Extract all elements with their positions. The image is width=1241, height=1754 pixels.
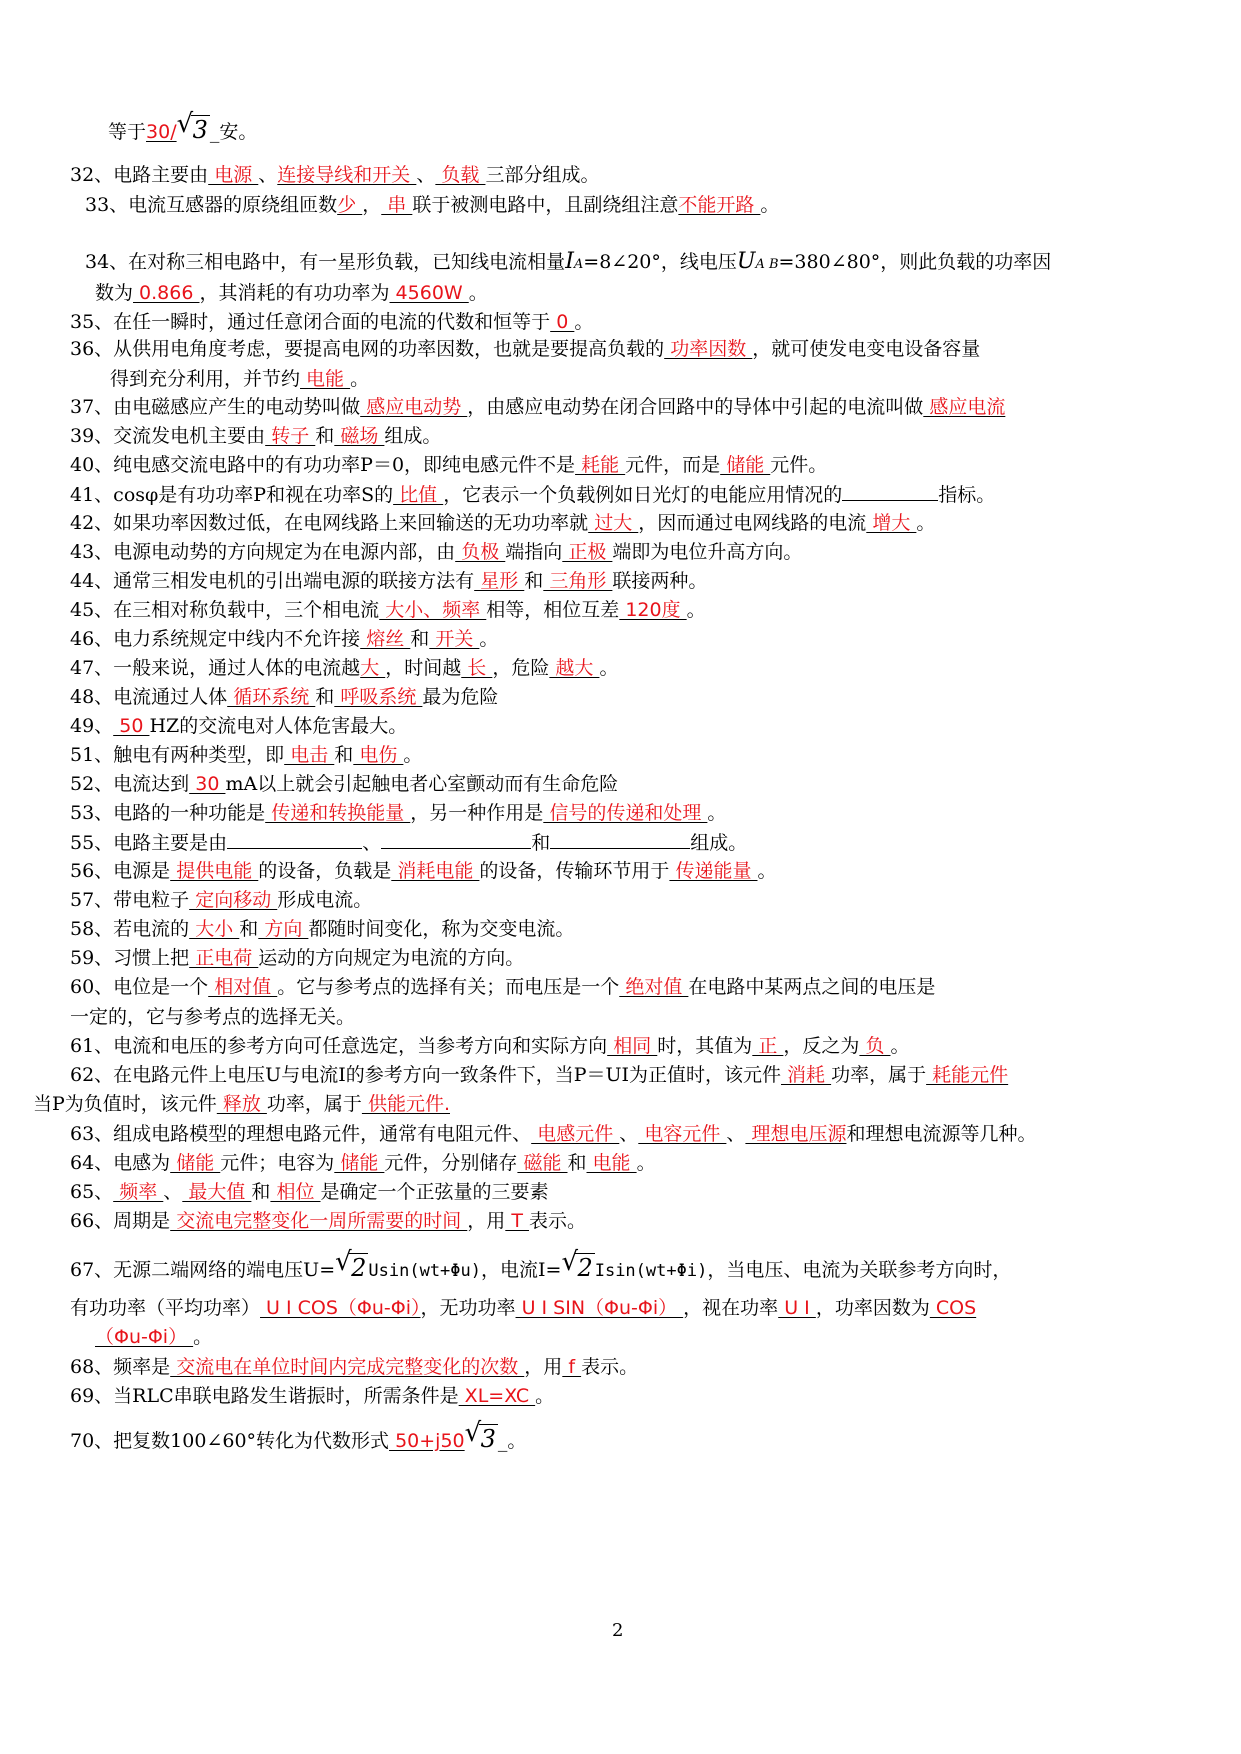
question-line — [70, 482, 995, 507]
question-text: ，用 — [524, 1356, 563, 1378]
question-line — [70, 1180, 549, 1204]
answer-blank: 电源 — [208, 164, 259, 186]
answer-blank: 比值 — [393, 484, 444, 506]
answer-blank: 少 — [337, 194, 363, 216]
question-text: 都随时间变化，称为交变电流。 — [308, 918, 575, 940]
answer-blank: （Φu-Φi） — [95, 1326, 194, 1348]
question-text: 47、一般来说，通过人体的电流越 — [70, 657, 361, 679]
question-text: 67、无源二端网络的端电压U= — [70, 1259, 336, 1281]
question-line — [70, 1418, 527, 1453]
answer-blank: 大小 — [189, 918, 240, 940]
question-line — [70, 772, 618, 796]
answer-blank: 电伤 — [353, 744, 404, 766]
question-text: 的设备，负载是 — [258, 860, 392, 882]
answer-blank: 大小、频率 — [379, 599, 487, 621]
answer-blank: 感应电流 — [923, 396, 1006, 418]
answer-blank: 信号的传递和处理 — [543, 802, 708, 824]
answer-blank: XL=XC — [458, 1385, 536, 1407]
question-text: 64、电感为 — [70, 1152, 171, 1174]
question-text: 70、把复数100∠60°转化为代数形式 — [70, 1430, 390, 1452]
question-text: 端指向 — [505, 541, 563, 563]
question-text: ，就可使发电变电设备容量 — [752, 338, 981, 360]
answer-blank: 0.866 — [133, 282, 200, 304]
question-text: 当P为负值时，该元件 — [33, 1093, 217, 1115]
question-text: 和 — [315, 686, 335, 708]
answer-blank: 负极 — [455, 541, 506, 563]
question-line — [95, 281, 488, 305]
question-line — [108, 109, 258, 144]
answer-blank: 越大 — [549, 657, 600, 679]
answer-blank: 增大 — [866, 512, 917, 534]
answer-blank: 负 — [859, 1035, 891, 1057]
answer-blank: 正 — [752, 1035, 784, 1057]
question-text: 46、电力系统规定中线内不允许接 — [70, 628, 361, 650]
question-text: 69、当RLC串联电路发生谐振时，所需条件是 — [70, 1385, 459, 1407]
answer-blank: 提供电能 — [170, 860, 259, 882]
question-line — [70, 743, 422, 767]
question-text: 和 — [334, 744, 354, 766]
phasor-symbol: UA B — [736, 249, 779, 274]
answer-blank: 交流电在单位时间内完成完整变化的次数 — [170, 1356, 525, 1378]
question-text: 运动的方向规定为电流的方向。 — [258, 947, 525, 969]
answer-blank: 50+j50 — [389, 1430, 465, 1452]
question-text: 时，其值为 — [657, 1035, 753, 1057]
question-line — [70, 830, 747, 855]
sqrt-symbol: √ 2 — [335, 1247, 367, 1282]
answer-blank: 30/ — [146, 121, 177, 143]
question-line — [110, 367, 369, 391]
question-text: =8∠20°，线电压 — [583, 251, 737, 273]
question-text: 。 — [535, 1385, 555, 1407]
question-text: 、 — [258, 164, 278, 186]
question-line — [95, 1325, 212, 1349]
answer-blank: 耗能 — [575, 454, 626, 476]
question-text: 功率，属于 — [831, 1064, 927, 1086]
answer-blank: 正电荷 — [189, 947, 259, 969]
question-text: 得到充分利用，并节约 — [110, 368, 301, 390]
question-text: 57、带电粒子 — [70, 889, 190, 911]
question-line — [70, 569, 707, 593]
question-text: 。 — [403, 744, 423, 766]
question-line — [85, 250, 1051, 277]
question-text: 表示。 — [581, 1356, 639, 1378]
question-text: 相等，相位互差 — [486, 599, 620, 621]
question-text: 40、纯电感交流电路中的有功功率P＝0，即纯电感元件不是 — [70, 454, 576, 476]
question-line — [70, 1247, 1012, 1283]
question-line — [70, 946, 524, 970]
answer-blank: 供能元件. — [361, 1093, 450, 1115]
question-text: 、 — [362, 832, 382, 854]
phasor-symbol: IA — [565, 249, 584, 274]
answer-blank: 0 — [550, 311, 575, 333]
question-line — [70, 310, 593, 334]
answer-blank: 不能开路 — [678, 194, 761, 216]
question-text: 59、习惯上把 — [70, 947, 190, 969]
question-text: 49、 — [70, 715, 114, 737]
question-text: 。 — [707, 802, 727, 824]
question-text: ， — [362, 194, 382, 216]
question-text: 。 — [479, 628, 499, 650]
question-text: ，当电压、电流为关联参考方向时， — [707, 1259, 1012, 1281]
question-text: 有功功率（平均功率） — [70, 1297, 261, 1319]
answer-blank: U I SIN（Φu-Φi） — [515, 1297, 684, 1319]
question-text: ，因而通过电网线路的电流 — [638, 512, 867, 534]
question-text: 。 — [599, 657, 619, 679]
sqrt-symbol: √ 3 — [176, 109, 208, 144]
question-text: ，功率因数为 — [815, 1297, 930, 1319]
question-text: ，由感应电动势在闭合回路中的导体中引起的电流叫做 — [467, 396, 924, 418]
answer-blank: 电感元件 — [531, 1123, 620, 1145]
question-line — [70, 1384, 554, 1408]
formula-text: Isin(wt+Φi) — [594, 1261, 708, 1281]
answer-blank: 星形 — [474, 570, 525, 592]
answer-blank: 交流电完整变化一周所需要的时间 — [170, 1210, 468, 1232]
question-text: 42、如果功率因数过低，在电网线路上来回输送的无功功率就 — [70, 512, 589, 534]
empty-blank — [842, 482, 938, 501]
question-text: 61、电流和电压的参考方向可任意选定，当参考方向和实际方向 — [70, 1035, 608, 1057]
question-text: 、 — [163, 1181, 183, 1203]
answer-blank: COS — [929, 1297, 977, 1319]
answer-blank: 功率因数 — [664, 338, 753, 360]
question-line — [70, 656, 618, 680]
question-text: 组成。 — [690, 832, 748, 854]
answer-blank: 储能 — [170, 1152, 221, 1174]
answer-blank: 磁能 — [517, 1152, 568, 1174]
question-text: ，其消耗的有功功率为 — [199, 282, 390, 304]
empty-blank — [381, 830, 531, 849]
question-text: 联接两种。 — [612, 570, 708, 592]
answer-blank: 磁场 — [334, 425, 385, 447]
question-line — [70, 1209, 586, 1233]
question-text: 。 — [636, 1152, 656, 1174]
question-line — [33, 1092, 450, 1116]
question-text: 62、在电路元件上电压U与电流I的参考方向一致条件下，当P＝UI为正值时，该元件 — [70, 1064, 781, 1086]
question-line — [70, 1005, 355, 1029]
answer-blank: 过大 — [588, 512, 639, 534]
answer-blank: 长 — [461, 657, 493, 679]
answer-blank: 耗能元件 — [926, 1064, 1009, 1086]
answer-blank: 释放 — [216, 1093, 267, 1115]
question-text: _。 — [497, 1430, 527, 1452]
question-line — [70, 975, 935, 999]
answer-blank: 串 — [381, 194, 413, 216]
answer-blank: 最大值 — [182, 1181, 252, 1203]
question-text: 和 — [315, 425, 335, 447]
answer-blank: 循环系统 — [227, 686, 316, 708]
answer-blank: 4560W — [389, 282, 469, 304]
question-text: 联于被测电路中，且副绕组注意 — [412, 194, 679, 216]
answer-blank: 三角形 — [543, 570, 613, 592]
question-line — [70, 859, 777, 883]
question-text: 58、若电流的 — [70, 918, 190, 940]
question-text: 36、从供用电角度考虑，要提高电网的功率因数，也就是要提高负载的 — [70, 338, 665, 360]
question-text: 。 — [916, 512, 936, 534]
question-text: 32、电路主要由 — [70, 164, 209, 186]
question-text: 。 — [757, 860, 777, 882]
question-text: 51、触电有两种类型，即 — [70, 744, 285, 766]
question-text: 等于 — [108, 121, 147, 143]
question-text: 。 — [350, 368, 370, 390]
question-line — [70, 917, 574, 941]
question-text: 44、通常三相发电机的引出端电源的联接方法有 — [70, 570, 475, 592]
question-text: ，它表示一个负载例如日光灯的电能应用情况的 — [443, 484, 843, 506]
question-text: 三部分组成。 — [485, 164, 600, 186]
answer-blank: 传递能量 — [669, 860, 758, 882]
question-text: 、 — [619, 1123, 639, 1145]
question-text: 39、交流发电机主要由 — [70, 425, 266, 447]
question-text: 34、在对称三相电路中，有一星形负载，已知线电流相量 — [85, 251, 566, 273]
question-text: 元件，而是 — [625, 454, 721, 476]
question-text: 在电路中某两点之间的电压是 — [688, 976, 936, 998]
question-text: 和 — [531, 832, 551, 854]
empty-blank — [227, 830, 362, 849]
question-text: 。 — [890, 1035, 910, 1057]
question-text: 。它与参考点的选择有关；而电压是一个 — [277, 976, 620, 998]
question-line — [85, 193, 779, 217]
question-text: 一定的，它与参考点的选择无关。 — [70, 1006, 356, 1028]
answer-blank: 30 — [189, 773, 226, 795]
page-number: 2 — [612, 1620, 624, 1641]
question-text: 是确定一个正弦量的三要素 — [320, 1181, 549, 1203]
question-text: 33、电流互感器的原绕组匝数 — [85, 194, 338, 216]
question-text: 和 — [410, 628, 430, 650]
question-line — [70, 685, 498, 709]
answer-blank: f — [562, 1356, 582, 1378]
question-text: 。 — [193, 1326, 213, 1348]
question-text: 45、在三相对称负载中，三个相电流 — [70, 599, 380, 621]
question-text: 表示。 — [528, 1210, 586, 1232]
question-text: 、 — [416, 164, 436, 186]
question-text: 65、 — [70, 1181, 114, 1203]
question-text: 41、cosφ是有功功率P和视在功率S的 — [70, 484, 394, 506]
question-line — [70, 1151, 656, 1175]
answer-blank: 电能 — [300, 368, 351, 390]
answer-blank: 绝对值 — [619, 976, 689, 998]
question-text: 组成。 — [384, 425, 442, 447]
question-line — [70, 888, 372, 912]
answer-blank: 电容元件 — [638, 1123, 727, 1145]
question-text: ，反之为 — [783, 1035, 860, 1057]
answer-blank: 连接导线和开关 — [277, 164, 417, 186]
answer-blank: 相同 — [607, 1035, 658, 1057]
question-line — [70, 627, 498, 651]
answer-blank: 传递和转换能量 — [265, 802, 411, 824]
question-text: 、 — [726, 1123, 746, 1145]
question-text: _安。 — [209, 121, 258, 143]
question-text: 66、周期是 — [70, 1210, 171, 1232]
answer-blank: 相位 — [270, 1181, 321, 1203]
question-text: 55、电路主要是由 — [70, 832, 228, 854]
answer-blank: 正极 — [562, 541, 613, 563]
question-text: 35、在任一瞬时，通过任意闭合面的电流的代数和恒等于 — [70, 311, 551, 333]
question-line — [70, 598, 706, 622]
question-text: 元件；电容为 — [220, 1152, 335, 1174]
sqrt-symbol: √ 3 — [464, 1418, 496, 1453]
answer-blank: T — [505, 1210, 529, 1232]
question-text: 48、电流通过人体 — [70, 686, 228, 708]
question-text: 。 — [760, 194, 780, 216]
question-text: 和理想电流源等几种。 — [846, 1123, 1037, 1145]
question-text: 68、频率是 — [70, 1356, 171, 1378]
sqrt-symbol: √ 2 — [561, 1247, 593, 1282]
question-text: 和 — [567, 1152, 587, 1174]
question-line — [70, 337, 980, 361]
answer-blank: 消耗 — [781, 1064, 832, 1086]
question-text: 的设备，传输环节用于 — [479, 860, 670, 882]
formula-text: Usin(wt+Φu) — [368, 1261, 481, 1281]
question-text: 60、电位是一个 — [70, 976, 209, 998]
question-line — [70, 801, 726, 825]
question-line — [70, 1122, 1036, 1146]
answer-blank: 呼吸系统 — [334, 686, 423, 708]
question-text: 63、组成电路模型的理想电路元件，通常有电阻元件、 — [70, 1123, 532, 1145]
answer-blank: 感应电动势 — [360, 396, 468, 418]
question-text: =380∠80°，则此负载的功率因 — [778, 251, 1052, 273]
answer-blank: 电击 — [284, 744, 335, 766]
question-text: 形成电流。 — [277, 889, 373, 911]
question-line — [70, 424, 441, 448]
question-line — [70, 395, 1005, 419]
answer-blank: 120度 — [619, 599, 687, 621]
answer-blank: U I COS（Φu-Φi） — [260, 1297, 421, 1319]
question-text: 最为危险 — [422, 686, 499, 708]
question-text: ，危险 — [492, 657, 550, 679]
question-text: 和 — [239, 918, 259, 940]
question-text: 37、由电磁感应产生的电动势叫做 — [70, 396, 361, 418]
question-text: 。 — [574, 311, 594, 333]
answer-blank: 转子 — [265, 425, 316, 447]
question-line — [70, 1355, 638, 1379]
question-text: 和 — [524, 570, 544, 592]
question-text: 端即为电位升高方向。 — [612, 541, 803, 563]
question-line — [70, 163, 599, 187]
question-line — [70, 1296, 976, 1320]
question-text: ，电流I= — [481, 1259, 562, 1281]
question-text: 元件，分别储存 — [384, 1152, 518, 1174]
question-text: 43、电源电动势的方向规定为在电源内部，由 — [70, 541, 456, 563]
answer-blank: 储能 — [720, 454, 771, 476]
answer-blank: 电能 — [586, 1152, 637, 1174]
question-line — [70, 540, 802, 564]
answer-blank: 储能 — [334, 1152, 385, 1174]
answer-blank: 开关 — [429, 628, 480, 650]
answer-blank: 定向移动 — [189, 889, 278, 911]
answer-blank: 频率 — [113, 1181, 164, 1203]
answer-blank: 50 — [113, 715, 150, 737]
answer-blank: U I — [778, 1297, 816, 1319]
question-text: ，另一种作用是 — [410, 802, 544, 824]
question-text: 52、电流达到 — [70, 773, 190, 795]
answer-blank: 负载 — [435, 164, 486, 186]
answer-blank: 熔丝 — [360, 628, 411, 650]
empty-blank — [550, 830, 690, 849]
question-text: 元件。 — [770, 454, 828, 476]
question-line — [70, 453, 827, 477]
question-text: 。 — [468, 282, 488, 304]
question-line — [70, 1034, 910, 1058]
question-text: ，用 — [467, 1210, 506, 1232]
answer-blank: 消耗电能 — [391, 860, 480, 882]
question-text: mA以上就会引起触电者心室颤动而有生命危险 — [225, 773, 619, 795]
question-text: ，无功功率 — [420, 1297, 516, 1319]
question-text: 56、电源是 — [70, 860, 171, 882]
question-line — [70, 1063, 1008, 1087]
question-text: HZ的交流电对人体危害最大。 — [149, 715, 408, 737]
answer-blank: 相对值 — [208, 976, 278, 998]
question-text: 53、电路的一种功能是 — [70, 802, 266, 824]
question-text: 指标。 — [938, 484, 996, 506]
question-text: 和 — [251, 1181, 271, 1203]
question-text: ，时间越 — [385, 657, 462, 679]
answer-blank: 理想电压源 — [745, 1123, 847, 1145]
question-text: 。 — [686, 599, 706, 621]
question-text: 数为 — [95, 282, 134, 304]
question-line — [70, 511, 935, 535]
question-text: 功率，属于 — [266, 1093, 362, 1115]
answer-blank: 大 — [360, 657, 386, 679]
answer-blank: 方向 — [258, 918, 309, 940]
question-text: ，视在功率 — [683, 1297, 779, 1319]
question-line — [70, 714, 407, 738]
